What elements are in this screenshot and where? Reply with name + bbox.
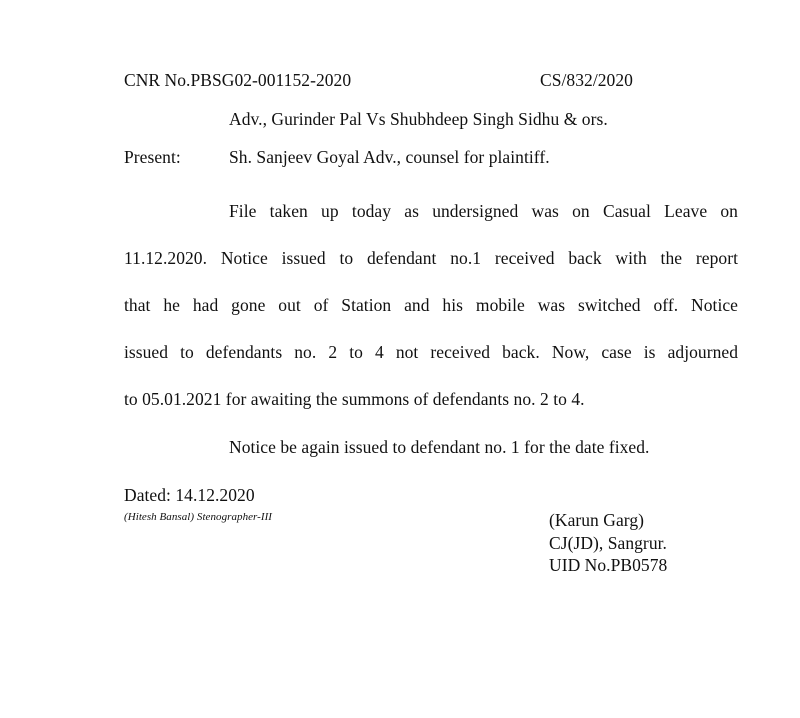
body-line-4: issued to defendants no. 2 to 4 not received back. Now, case is adjourned: [124, 342, 738, 362]
body-line-1: File taken up today as undersigned was on Casual Leave on: [229, 201, 738, 221]
case-parties: Adv., Gurinder Pal Vs Shubhdeep Singh Sidhu & ors.: [229, 109, 608, 129]
judge-designation: CJ(JD), Sangrur.: [549, 533, 667, 553]
present-text: Sh. Sanjeev Goyal Adv., counsel for plaintiff.: [229, 147, 550, 167]
present-label: Present:: [124, 147, 181, 167]
body-line-3: that he had gone out of Station and his mobile was switched off. Notice: [124, 295, 738, 315]
case-number: CS/832/2020: [540, 70, 633, 90]
judge-name: (Karun Garg): [549, 510, 645, 530]
order-date: Dated: 14.12.2020: [124, 485, 255, 505]
second-paragraph: Notice be again issued to defendant no. 1 for the date fixed.: [229, 437, 650, 457]
judge-uid: UID No.PB0578: [549, 555, 668, 575]
body-line-5: to 05.01.2021 for awaiting the summons of defendants no. 2 to 4.: [124, 389, 585, 409]
cnr-number: CNR No.PBSG02-001152-2020: [124, 70, 352, 90]
body-line-2: 11.12.2020. Notice issued to defendant no.1 received back with the report: [124, 248, 738, 268]
stenographer-note: (Hitesh Bansal) Stenographer-III: [124, 511, 273, 523]
